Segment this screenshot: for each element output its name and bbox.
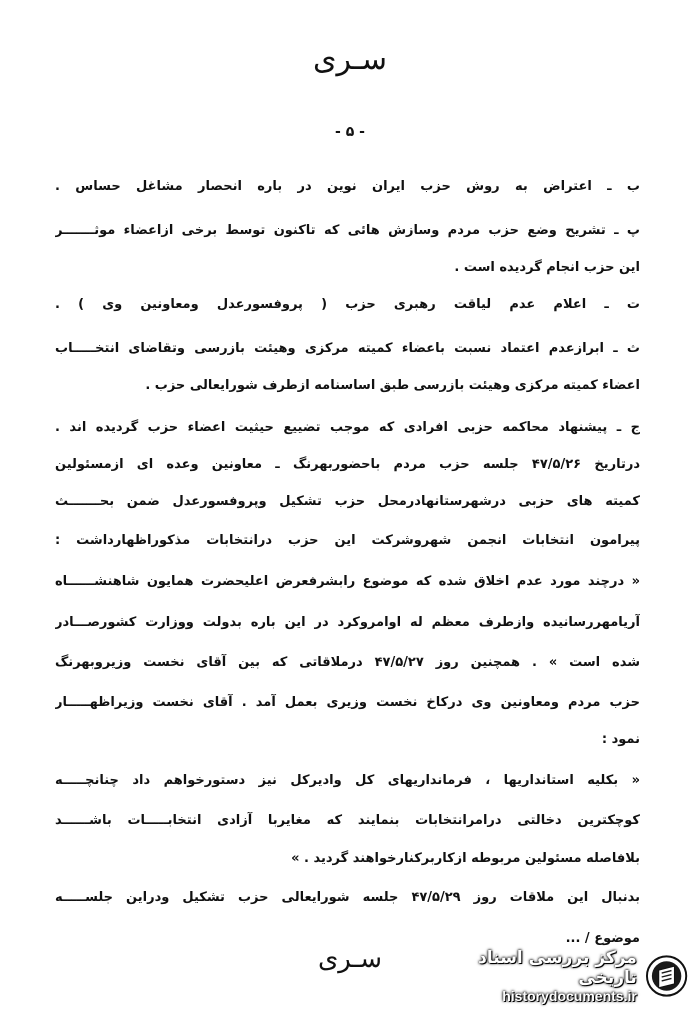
text-line: کوچکترین دخالتی درامرانتخابات بنمایند که مغایربا آزادی انتخابـــــات باشــــــد [55, 813, 640, 828]
archive-logo-icon [645, 954, 688, 998]
text-line: حزب مردم ومعاونین وی درکاخ نخست وزیری بعمل آمد . آقای نخست وزیراظهـــــار [55, 695, 640, 710]
text-line: آریامهررسانیده وازطرف معظم له اوامروکرد در این باره بدولت ووزارت کشورصـــادر [55, 615, 640, 630]
text-line: ث ـ ابرازعدم اعتماد نسبت باعضاء کمیته مرکزی وهیئت بازرسی وتقاضای انتخـــــاب [55, 341, 640, 356]
classification-footer: سـری [317, 944, 383, 974]
text-line: بلافاصله مسئولین مربوطه ازکاربرکنارخواهند گردید . » [291, 851, 640, 866]
text-line: ج ـ پیشنهاد محاکمه حزبی افرادی که موجب تضییع حیثیت اعضاء حزب گردیده اند . [55, 420, 640, 435]
text-line: ب ـ اعتراض به روش حزب ایران نوین در باره انحصار مشاغل حساس . [55, 179, 640, 194]
watermark-name: مرکز بررسی اسناد تاریخی [478, 948, 637, 988]
watermark [418, 948, 688, 1004]
text-line: این حزب انجام گردیده است . [454, 260, 640, 275]
page-number: - ۵ - [335, 124, 365, 140]
text-line: درتاریخ ۴۷/۵/۲۶ جلسه حزب مردم باحضوربهرنگ ـ معاونین وعده ای ازمسئولین [55, 457, 640, 472]
classification-header: سـری [313, 42, 387, 77]
text-line: بدنبال این ملاقات روز ۴۷/۵/۲۹ جلسه شورایعالی حزب تشکیل ودراین جلســـــه [55, 890, 640, 905]
text-line: پیرامون انتخابات انجمن شهروشرکت این حزب درانتخابات مذکوراظهارداشت : [55, 533, 640, 548]
text-line: موضوع / ... [565, 931, 640, 946]
watermark-text [418, 948, 637, 1004]
text-line: اعضاء کمیته مرکزی وهیئت بازرسی طبق اساسنامه ازطرف شورایعالی حزب . [145, 378, 640, 393]
text-line: « بکلیه استانداریها ، فرمانداریهای کل وادیرکل نیز دستورخواهم داد چنانچـــــه [55, 773, 640, 788]
text-line: ت ـ اعلام عدم لیاقت رهبری حزب ( پروفسورعدل ومعاونین وی ) . [55, 297, 640, 312]
text-line: نمود : [601, 732, 640, 747]
text-line: کمیته های حزبی درشهرستانهادرمحل حزب تشکیل وپروفسورعدل ضمن بحـــــــث [55, 494, 640, 509]
watermark-url: historydocuments.ir [502, 988, 637, 1004]
text-line: شده است » . همچنین روز ۴۷/۵/۲۷ درملاقاتی که بین آقای نخست وزیروبهرنگ [55, 655, 640, 670]
text-line: پ ـ تشریح وضع حزب مردم وسازش هائی که تاکنون توسط برخی ازاعضاء موثـــــــر [55, 223, 640, 238]
text-line: « درچند مورد عدم اخلاق شده که موضوع رابشرفعرض اعلیحضرت همایون شاهنشــــــاه [55, 574, 640, 589]
